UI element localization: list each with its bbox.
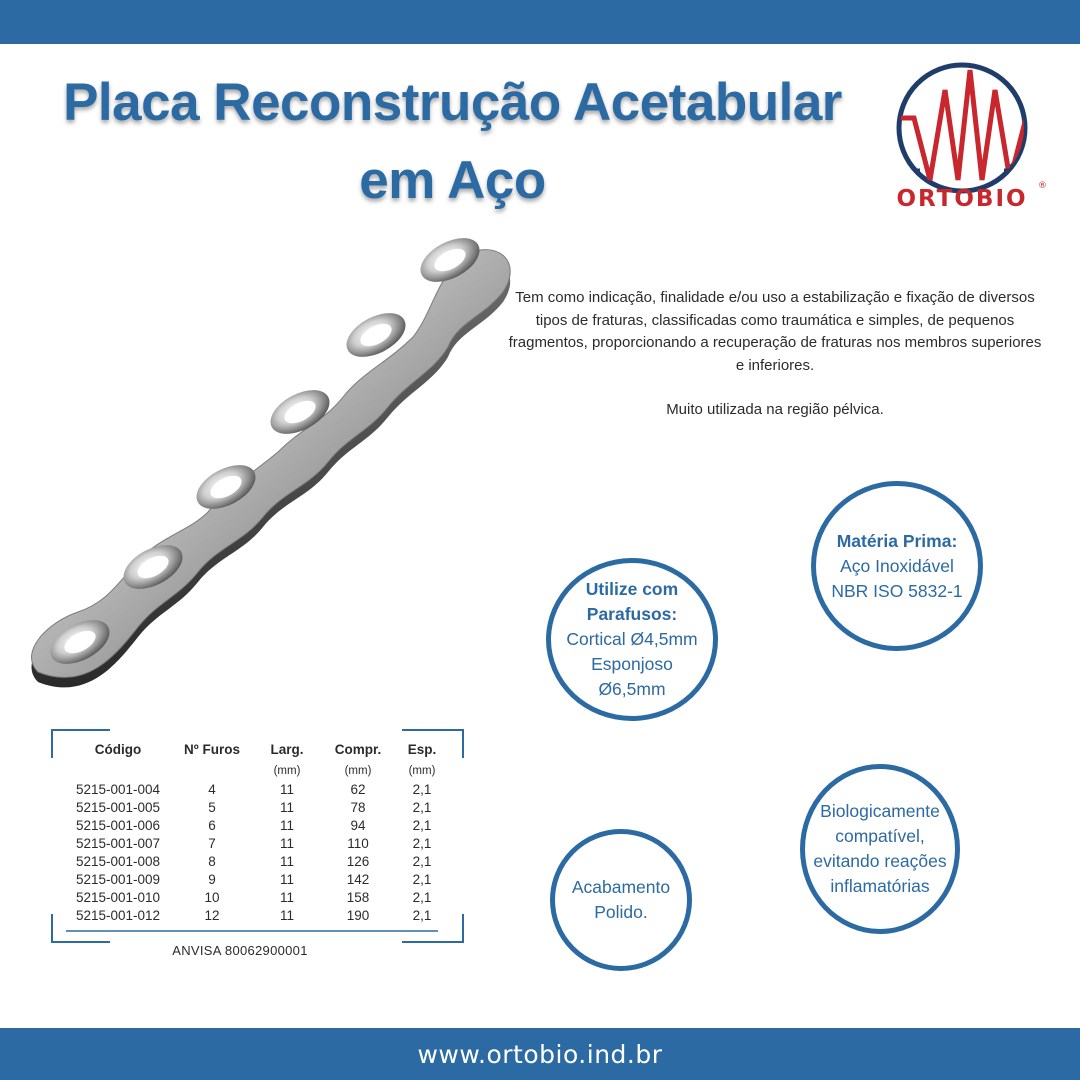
table-cell: 11 <box>279 817 294 833</box>
table-cell: 126 <box>346 853 370 869</box>
table-cell: 9 <box>208 871 216 887</box>
table-cell: 2,1 <box>412 799 432 815</box>
finish-info-circle <box>550 829 692 971</box>
unit-cell: (mm) <box>273 765 301 777</box>
spec-table <box>62 742 452 924</box>
table-cell: 8 <box>208 853 216 869</box>
screws-esponjoso: Esponjoso <box>591 654 673 674</box>
header-codigo: Código <box>94 742 142 757</box>
table-cell: 11 <box>279 781 294 797</box>
table-row <box>62 906 452 924</box>
table-row <box>62 870 452 888</box>
table-cell: 11 <box>279 835 294 851</box>
footer-bar <box>0 1028 1080 1080</box>
page-title <box>20 64 885 220</box>
table-cell: 5215-001-009 <box>75 871 161 887</box>
table-cell: 2,1 <box>412 817 432 833</box>
bio-line-3: evitando reações <box>813 851 947 871</box>
table-cell: 78 <box>350 799 366 815</box>
table-cell: 2,1 <box>412 781 432 797</box>
description-paragraph-2: Muito utilizada na região pélvica. <box>666 401 884 418</box>
table-cell: 5 <box>208 799 216 815</box>
header-furos: Nº Furos <box>184 742 240 757</box>
table-cell: 2,1 <box>412 835 432 851</box>
table-cell: 7 <box>208 835 216 851</box>
screws-heading-2: Parafusos: <box>586 604 678 624</box>
material-standard: NBR ISO 5832-1 <box>831 580 963 601</box>
table-cell: 158 <box>346 889 370 905</box>
table-cell: 5215-001-007 <box>75 835 161 851</box>
title-line-2: em Aço <box>359 151 546 210</box>
table-row <box>62 816 452 834</box>
bio-line-2: compatível, <box>835 826 925 846</box>
table-cell: 4 <box>208 781 216 797</box>
table-row <box>62 888 452 906</box>
material-type: Aço Inoxidável <box>840 555 954 576</box>
material-info-circle <box>811 481 983 651</box>
table-cell: 11 <box>279 871 294 887</box>
header-comprimento: Compr. <box>334 742 382 757</box>
bio-line-1: Biologicamente <box>820 801 940 821</box>
table-cell: 6 <box>208 817 216 833</box>
anvisa-registration: ANVISA 80062900001 <box>172 943 308 958</box>
table-cell: 5215-001-006 <box>75 817 161 833</box>
acetabular-plate-image <box>18 222 518 692</box>
table-cell: 10 <box>204 889 220 905</box>
table-cell: 5215-001-012 <box>75 907 161 923</box>
logo-text: ORTOBIO <box>896 186 1028 212</box>
finish-line-2: Polido. <box>594 902 648 922</box>
table-row <box>62 852 452 870</box>
unit-cell: (mm) <box>408 765 436 777</box>
finish-line-1: Acabamento <box>571 877 671 897</box>
screws-heading-1: Utilize com <box>585 579 679 599</box>
screws-cortical: Cortical Ø4,5mm <box>566 629 698 649</box>
table-cell: 2,1 <box>412 871 432 887</box>
description-paragraph-1: Tem como indicação, finalidade e/ou uso a estabilização e fixação de diversos tipos de fraturas, classificadas como traumática e simples, de pequenos fragmentos, proporcionando a recuperação de fraturas nos membros superiores e inferiores. <box>508 289 1042 374</box>
table-header-row <box>62 742 452 762</box>
table-cell: 5215-001-008 <box>75 853 161 869</box>
website-link[interactable]: www.ortobio.ind.br <box>417 1039 663 1069</box>
unit-cell: (mm) <box>344 765 372 777</box>
table-row <box>62 780 452 798</box>
table-cell: 5215-001-004 <box>75 781 161 797</box>
table-cell: 110 <box>347 835 369 851</box>
table-cell: 190 <box>346 907 370 923</box>
table-cell: 2,1 <box>412 907 432 923</box>
table-cell: 11 <box>279 889 294 905</box>
bio-line-4: inflamatórias <box>830 876 930 896</box>
product-description <box>505 287 1045 422</box>
table-cell: 142 <box>346 871 370 887</box>
header-largura: Larg. <box>270 742 304 757</box>
table-cell: 2,1 <box>412 853 432 869</box>
header-espessura: Esp. <box>407 742 437 757</box>
unit-cell <box>174 762 250 780</box>
table-cell: 5215-001-010 <box>75 889 161 905</box>
table-cell: 62 <box>350 781 366 797</box>
table-cell: 11 <box>279 907 294 923</box>
table-cell: 11 <box>279 853 294 869</box>
table-row <box>62 798 452 816</box>
table-cell: 12 <box>204 907 220 923</box>
title-line-1: Placa Reconstrução Acetabular <box>63 73 842 132</box>
table-units-row <box>62 762 452 780</box>
screws-esponjoso-size: Ø6,5mm <box>598 679 666 699</box>
table-row <box>62 834 452 852</box>
table-cell: 11 <box>279 799 294 815</box>
table-cell: 2,1 <box>412 889 432 905</box>
unit-cell <box>62 762 174 780</box>
ortobio-logo <box>890 60 1050 215</box>
table-cell: 5215-001-005 <box>75 799 161 815</box>
material-heading: Matéria Prima: <box>836 530 958 551</box>
registered-mark: ® <box>1038 181 1047 191</box>
table-cell: 94 <box>350 817 366 833</box>
screws-info-circle <box>546 558 718 721</box>
top-banner <box>0 0 1080 44</box>
biocompatible-info-circle <box>800 764 960 934</box>
